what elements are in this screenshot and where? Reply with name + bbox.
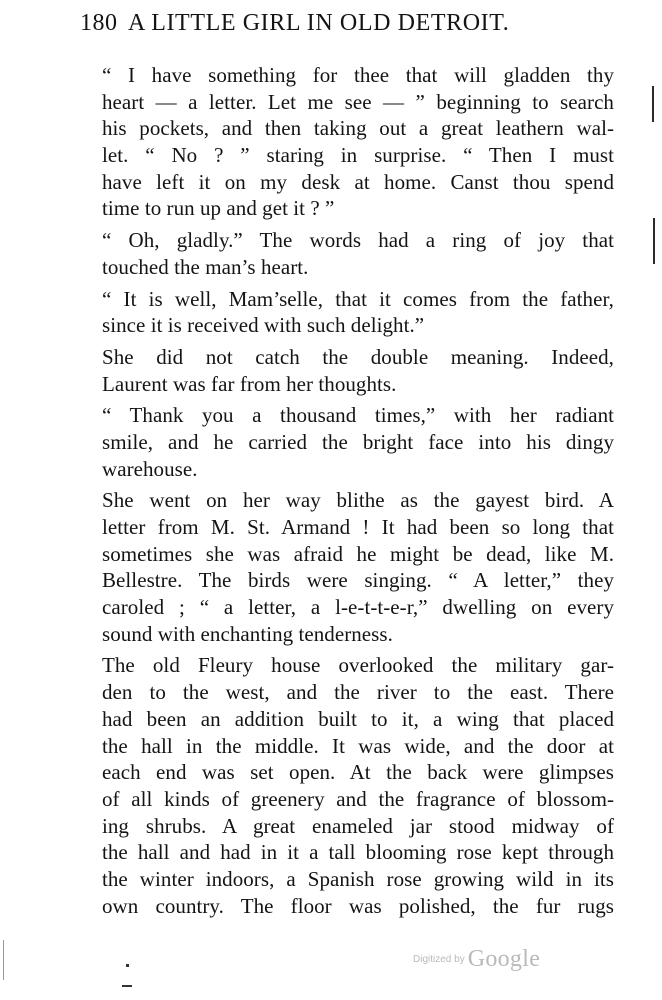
text-line: She went on her way blithe as the gayest bird. A (102, 488, 614, 513)
text-line: ing shrubs. A great enameled jar stood midway of (102, 813, 614, 838)
text-line: She did not catch the double meaning. Indeed, (102, 344, 614, 369)
text-line: The old Fleury house overlooked the military gar- (102, 653, 614, 678)
paragraph (80, 227, 614, 280)
text-line: sound with enchanting tenderness. (102, 621, 393, 646)
text-line: of all kinds of greenery and the fragrance of blossom- (102, 786, 614, 811)
paragraph (80, 344, 614, 397)
text-line: own country. The floor was polished, the fur rugs (102, 893, 614, 918)
text-line: his pockets, and then taking out a great leathern wal- (102, 116, 614, 141)
text-line: the winter indoors, a Spanish rose growing wild in its (102, 866, 614, 891)
text-line: the hall in the middle. It was wide, and the door at (102, 733, 614, 758)
text-line: sometimes she was afraid he might be dead, like M. (102, 541, 614, 566)
digitized-by-google-watermark (413, 946, 540, 973)
paragraph (80, 487, 614, 647)
text-line: smile, and he carried the bright face into his dingy (102, 429, 614, 454)
scan-mark-edge (3, 940, 4, 980)
body-text (80, 62, 614, 924)
text-line: letter from M. St. Armand ! It had been so long that (102, 515, 614, 539)
text-line: Laurent was far from her thoughts. (102, 371, 397, 396)
text-line: heart — a letter. Let me see — ” beginning to search (102, 89, 614, 114)
running-title: A LITTLE GIRL IN OLD DETROIT. (128, 10, 510, 36)
text-line: the hall and had in it a tall blooming rose kept through (102, 840, 614, 865)
text-line: had been an addition built to it, a wing that placed (102, 706, 614, 731)
paragraph (80, 62, 614, 222)
text-line: Bellestre. The birds were singing. “ A letter,” they (102, 568, 614, 593)
text-line: time to run up and get it ? ” (102, 196, 335, 221)
text-line: “ I have something for thee that will gladden thy (102, 63, 614, 87)
text-line: since it is received with such delight.” (102, 313, 425, 338)
text-line: touched the man’s heart. (102, 254, 309, 279)
text-line: “ Thank you a thousand times,” with her radiant (102, 403, 614, 428)
text-line: den to the west, and the river to the east. There (102, 680, 614, 705)
text-line: let. “ No ? ” staring in surprise. “ Then I must (102, 143, 614, 168)
paragraph (80, 652, 614, 919)
paragraph (80, 286, 614, 339)
google-logo: Google (467, 946, 541, 972)
scan-mark-dash (122, 985, 132, 987)
text-line: warehouse. (102, 456, 198, 481)
text-line: have left it on my desk at home. Canst thou spend (102, 169, 614, 194)
margin-mark-lower (653, 218, 655, 264)
text-line: each end was set open. At the back were glimpses (102, 760, 614, 785)
text-line: “ Oh, gladly.” The words had a ring of joy that (102, 228, 614, 253)
page-header (80, 4, 620, 44)
digitized-by-text: Digitized by (413, 954, 465, 965)
paragraph (80, 402, 614, 482)
text-line: caroled ; “ a letter, a l-e-t-t-e-r,” dwelling on every (102, 595, 614, 620)
page-number: 180 (80, 10, 118, 36)
scan-mark-dot (126, 964, 129, 967)
text-line: “ It is well, Mam’selle, that it comes from the father, (102, 286, 614, 311)
margin-mark-upper (652, 86, 654, 122)
